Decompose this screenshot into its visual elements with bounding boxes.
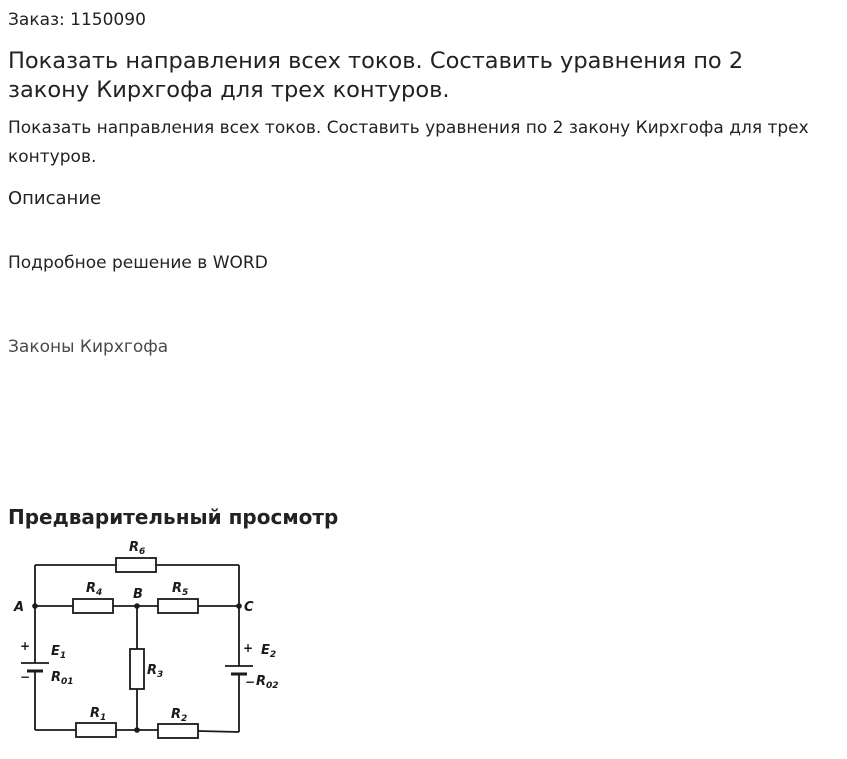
label-r1: $R_1$ xyxy=(90,706,107,723)
label-e1-minus: − xyxy=(20,670,31,684)
page-title: Показать направления всех токов. Составить уравнения по 2 закону Кирхгофа для трех контуров. xyxy=(8,48,744,103)
circuit-diagram xyxy=(8,534,293,749)
label-r2: $R_2$ xyxy=(171,707,188,724)
resistor-r1 xyxy=(76,723,116,737)
label-e1-plus: + xyxy=(20,639,31,653)
label-node-c: C xyxy=(244,600,254,615)
label-e2: $E_2$ xyxy=(261,643,277,660)
order-number: Заказ: 1150090 xyxy=(8,10,146,30)
resistor-r6 xyxy=(116,558,156,572)
label-r5: $R_5$ xyxy=(172,581,189,598)
label-e1: $E_1$ xyxy=(51,644,67,661)
label-e2-plus: + xyxy=(243,641,254,655)
preview-heading: Предварительный просмотр xyxy=(8,505,339,529)
label-node-a: A xyxy=(14,600,25,615)
description-section-label: Описание xyxy=(8,188,102,209)
circuit-diagram-preview xyxy=(8,534,293,749)
topic-link-kirchhoff-laws[interactable]: Законы Кирхгофа xyxy=(8,337,169,357)
label-r02: $R_{02}$ xyxy=(256,674,279,691)
label-r4: $R_4$ xyxy=(86,581,103,598)
resistor-r4 xyxy=(73,599,113,613)
solution-note: Подробное решение в WORD xyxy=(8,253,268,273)
label-node-b: B xyxy=(133,587,143,602)
resistor-r2 xyxy=(158,724,198,738)
label-e2-minus: − xyxy=(245,675,256,689)
node-c-dot xyxy=(236,603,242,609)
label-r6: $R_6$ xyxy=(129,540,146,557)
task-description: Показать направления всех токов. Составить уравнения по 2 закону Кирхгофа для трех контуров. xyxy=(8,118,809,167)
node-b-dot xyxy=(134,603,140,609)
label-r3: $R_3$ xyxy=(147,663,164,680)
node-a-dot xyxy=(32,603,38,609)
resistor-r5 xyxy=(158,599,198,613)
resistor-r3 xyxy=(130,649,144,689)
wire-bottom-right xyxy=(198,731,239,732)
node-bottom-dot xyxy=(134,727,140,733)
label-r01: $R_{01}$ xyxy=(51,670,74,687)
